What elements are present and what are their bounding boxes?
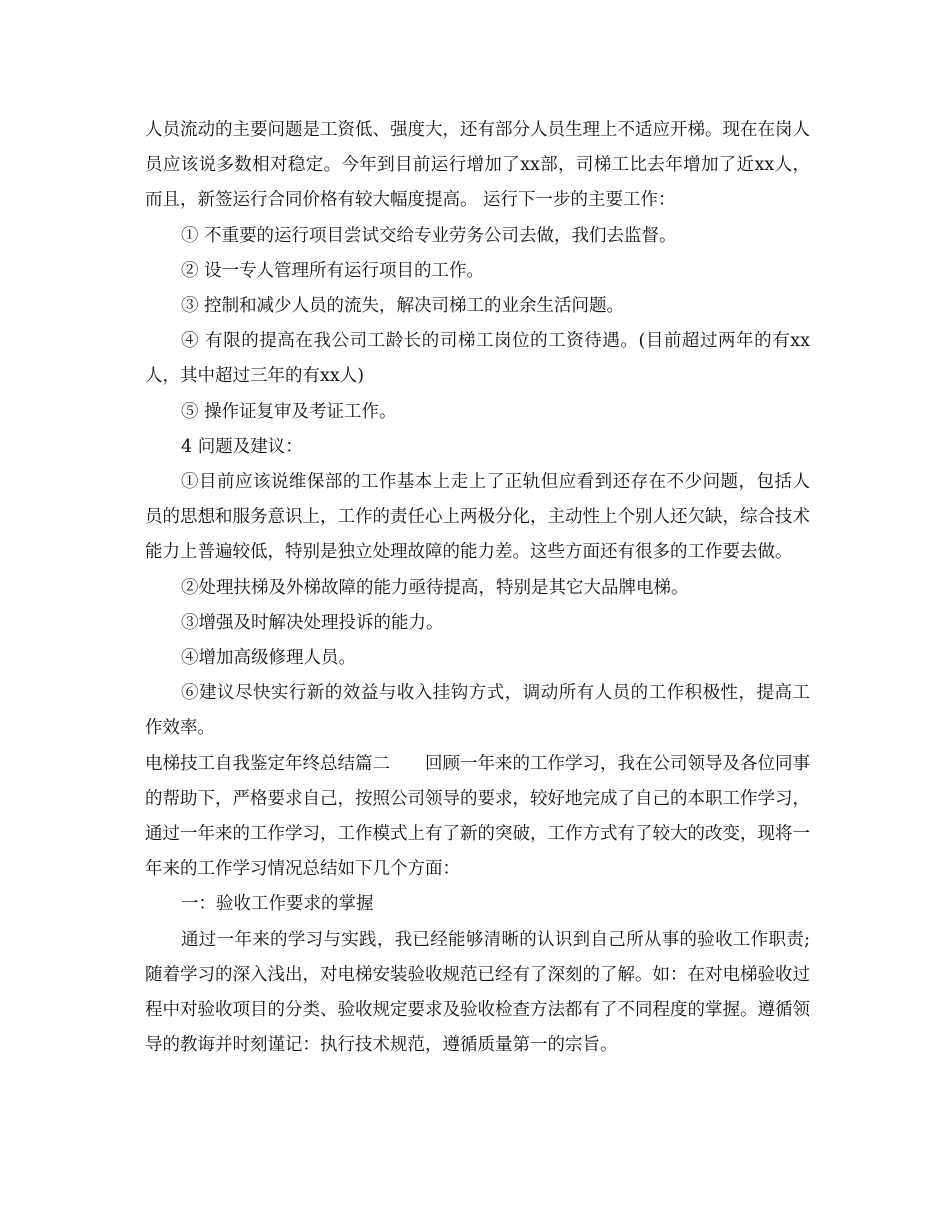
section-title-part-two: 电梯技工自我鉴定年终总结篇二 回顾一年来的工作学习，我在公司领导及各位同事的帮助下，严格要求自己，按照公司领导的要求，较好地完成了自己的本职工作学习，通过一年来的工作学习，工作模式上有了新的突破，工作方式有了较大的改变，现将一年来的工作学习情况总结如下几个方面： <box>145 753 810 880</box>
list-item-incentive: ⑥建议尽快实行新的效益与收入挂钩方式，调动所有人员的工作积极性，提高工作效率。 <box>145 683 810 739</box>
paragraph-acceptance-learning: 通过一年来的学习与实践，我已经能够清晰的认识到自己所从事的验收工作职责;随着学习的深入浅出，对电梯安装验收规范已经有了深刻的了解。如：在对电梯验收过程中对验收项目的分类、验收规定要求及验收检查方法都有了不同程度的掌握。遵循领导的教诲并时刻谨记：执行技术规范，遵循质量第一的宗旨。 <box>145 929 810 1056</box>
list-item-raise-wages: ④ 有限的提高在我公司工龄长的司梯工岗位的工资待遇。(目前超过两年的有xx人，其中超过三年的有xx人) <box>145 331 810 387</box>
list-item-complaints: ③增强及时解决处理投诉的能力。 <box>181 612 444 633</box>
section-heading-issues: 4 问题及建议： <box>181 436 303 457</box>
list-item-reduce-turnover: ③ 控制和减少人员的流失，解决司梯工的业余生活问题。 <box>181 296 625 317</box>
list-item-outsource: ① 不重要的运行项目尝试交给专业劳务公司去做，我们去监督。 <box>181 225 677 246</box>
list-item-dedicated-manager: ② 设一专人管理所有运行项目的工作。 <box>181 260 485 281</box>
list-item-escalator-repair: ②处理扶梯及外梯故障的能力亟待提高，特别是其它大品牌电梯。 <box>181 577 689 598</box>
list-item-maintenance-issues: ①目前应该说维保部的工作基本上走上了正轨但应看到还存在不少问题，包括人员的思想和服务意识上，工作的责任心上两极分化，主动性上个别人还欠缺，综合技术能力上普遍较低，特别是独立处理故障的能力差。这些方面还有很多的工作要去做。 <box>145 472 810 563</box>
document-body <box>145 113 810 1063</box>
list-item-certification: ⑤ 操作证复审及考证工作。 <box>181 401 397 422</box>
list-item-senior-repair-staff: ④增加高级修理人员。 <box>181 648 356 669</box>
paragraph-staff-turnover: 人员流动的主要问题是工资低、强度大，还有部分人员生理上不适应开梯。现在在岗人员应该说多数相对稳定。今年到目前运行增加了xx部，司梯工比去年增加了近xx人，而且，新签运行合同价格有较大幅度提高。 运行下一步的主要工作： <box>145 120 810 211</box>
subheading-acceptance-requirements: 一：验收工作要求的掌握 <box>181 894 374 915</box>
